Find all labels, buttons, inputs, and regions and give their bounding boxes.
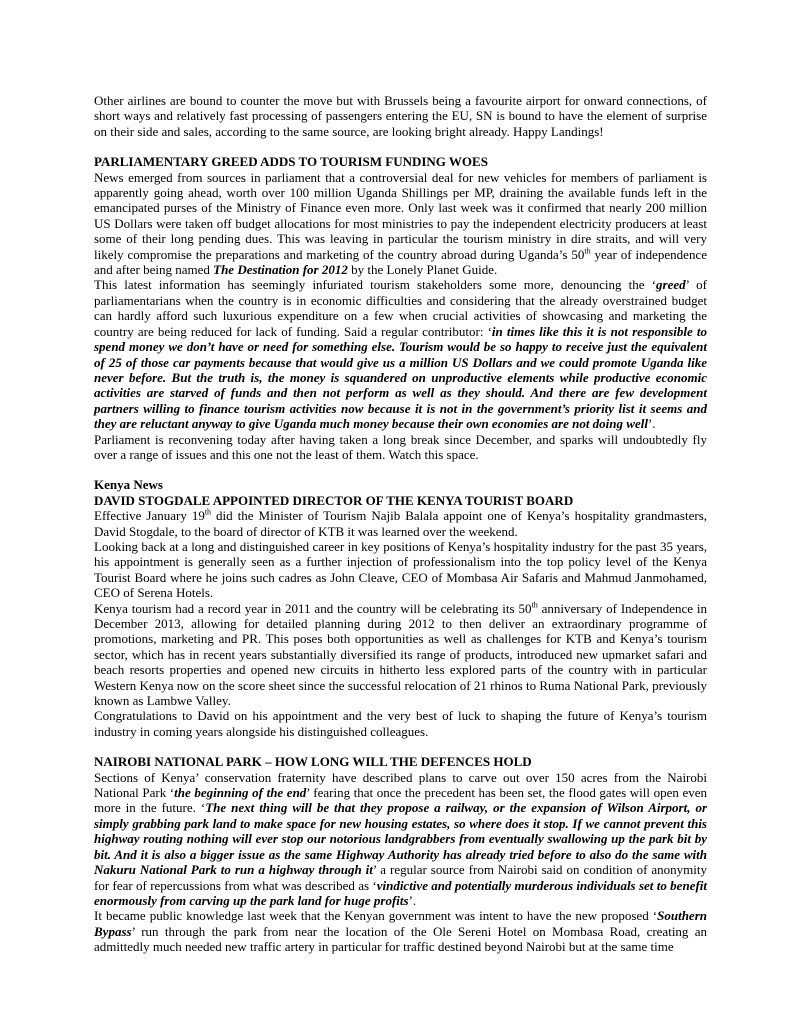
text: ’ fearing that once the precedent has been set, the flood gates will open even more in the future. ‘ [94, 785, 707, 816]
text: Congratulations to David on his appointment and the very best of luck to shaping the future of Kenya’s tourism industry in coming years alongside his distinguished colleagues. [94, 708, 707, 739]
text: ’. [408, 892, 417, 908]
superscript: th [584, 246, 591, 256]
text: News emerged from sources in parliament that a controversial deal for new vehicles for members of parliament is apparently going ahead, worth over 100 million Uganda Shillings per MP, draining the available funds left in the emancipated purses of the Ministry of Finance even more. Only last week was it confirmed that nearly 200 million US Dollars were taken off budget allocations for most ministries to pay the independent electricity producers at least some of their long pending dues. This was leaving in particular the tourism ministry in dire straits, and will very likely compromise the preparations and marketing of the country abroad during Uganda’s 50 [94, 169, 707, 262]
section-label-kenya: Kenya News [94, 477, 163, 493]
nairobi-paragraph-1 [94, 770, 707, 909]
text: It became public knowledge last week that the Kenyan government was intent to have the new proposed ‘ [94, 908, 658, 924]
text: ’ a regular source from Nairobi said on condition of anonymity for fear of repercussions from what was described as ‘ [94, 862, 707, 893]
text: Effective January 19 [94, 508, 205, 524]
intro-text: Other airlines are bound to counter the move but with Brussels being a favourite airport for onward connections, of short ways and relatively fast processing of passengers entering the EU, SN is bound to have the element of surprise on their side and sales, according to the same source, are looking bright already. Happy Landings! [94, 93, 707, 139]
greed-paragraph-1 [94, 170, 707, 278]
kenya-heading: DAVID STOGDALE APPOINTED DIRECTOR OF THE KENYA TOURIST BOARD [94, 492, 574, 508]
superscript: th [531, 600, 538, 610]
greed-heading: PARLIAMENTARY GREED ADDS TO TOURISM FUNDING WOES [94, 154, 488, 170]
lonely-planet-title: The Destination for 2012 [213, 262, 348, 278]
text: Looking back at a long and distinguished career in key positions of Kenya’s hospitality industry for the past 35 years, his appointment is generally seen as a further injection of professionalism into the top policy level of the Kenya Tourist Board where he joins such cadres as John Cleave, CEO of Mombasa Air Safaris and Mahmud Janmohamed, CEO of Serena Hotels. [94, 538, 707, 601]
quote: in times like this it is not responsible to spend money we don’t have or need for something else. Tourism would be so happy to receive just the equivalent of 25 of those car payments because that would give us a million US Dollars and we could promote Uganda like never before. But the truth is, the money is squandered on unproductive elements while productive economic activities are starved of funds and then not perform as well as they should. And there are few development partners willing to finance tourism activities now because it is not in the government’s priority list it seems and they are reluctant anyway to give Uganda much money because their own economies are not doing well [94, 323, 707, 432]
text: did the Minister of Tourism Najib Balala appoint one of Kenya’s hospitality grandmasters, David Stogdale, to the board of director of KTB it was learned over the weekend. [94, 508, 708, 539]
kenya-paragraph-3 [94, 601, 707, 709]
greed-paragraph-2 [94, 277, 707, 431]
quote: The next thing will be that they propose a railway, or the expansion of Wilson Airport, or simply grabbing park land to make space for new housing estates, so where does it stop. If we cannot prevent this highway routing nothing will ever stop our notorious landgrabbers from eventually swallowing up the park bit by bit. And it is also a bigger issue as the same Highway Authority has already tried before to also do the same with Nakuru National Park to run a highway through it [94, 800, 708, 878]
superscript: th [204, 507, 212, 517]
nairobi-heading: NAIROBI NATIONAL PARK – HOW LONG WILL THE DEFENCES HOLD [94, 754, 532, 770]
emphasis: vindictive and potentially murderous individuals set to benefit enormously from carving up the park land for huge profits [94, 877, 708, 908]
text: Kenya tourism had a record year in 2011 and the country will be celebrating its 50 [94, 600, 532, 616]
kenya-paragraph-1 [94, 508, 707, 539]
text: Parliament is reconvening today after having taken a long break since December, and sparks will undoubtedly fly over a range of issues and this one not the least of them. Watch this space. [94, 431, 707, 462]
southern-bypass-emphasis: Southern Bypass [94, 908, 707, 939]
text: by the Lonely Planet Guide. [347, 262, 498, 278]
document-page [94, 93, 707, 955]
emphasis: the beginning of the end [174, 785, 307, 801]
text: anniversary of Independence in December 2013, allowing for detailed planning during 2012 to then deliver an extraordinary programme of promotions, marketing and PR. This poses both opportunities as well as challenges for KTB and Kenya’s tourism sector, which has in recent years substantially diversified its range of products, introduced new upmarket safari and beach resorts properties and opened new circuits in hitherto less explored parts of the country with in particular Western Kenya now on the score sheet since the successful relocation of 21 rhinos to Ruma National Park, previously known as Lambwe Valley. [94, 600, 707, 709]
text: year of independence and after being named [94, 246, 707, 278]
kenya-paragraph-2 [94, 539, 707, 601]
text: ’ of parliamentarians when the country is in economic difficulties and considering that the already overstrained budget can hardly afford such luxurious expenditure on a few when crucial activities of showcasing and marketing the country are being reduced for lack of funding. Said a regular contributor: ‘ [94, 277, 707, 339]
text: ’ run through the park from near the location of the Ole Sereni Hotel on Mombasa Road, creating an admittedly much needed new traffic artery in particular for traffic destined beyond Nairobi but at the same time [94, 923, 707, 955]
emphasis: greed [656, 277, 686, 293]
intro-paragraph [94, 93, 707, 139]
text: This latest information has seemingly infuriated tourism stakeholders some more, denouncing the ‘ [94, 277, 657, 293]
text: ’. [647, 416, 656, 432]
greed-paragraph-3 [94, 432, 707, 463]
kenya-paragraph-4 [94, 708, 707, 739]
nairobi-paragraph-2 [94, 908, 707, 954]
text: Sections of Kenya’ conservation fraternity have described plans to carve out over 150 acres from the Nairobi National Park ‘ [94, 769, 707, 801]
